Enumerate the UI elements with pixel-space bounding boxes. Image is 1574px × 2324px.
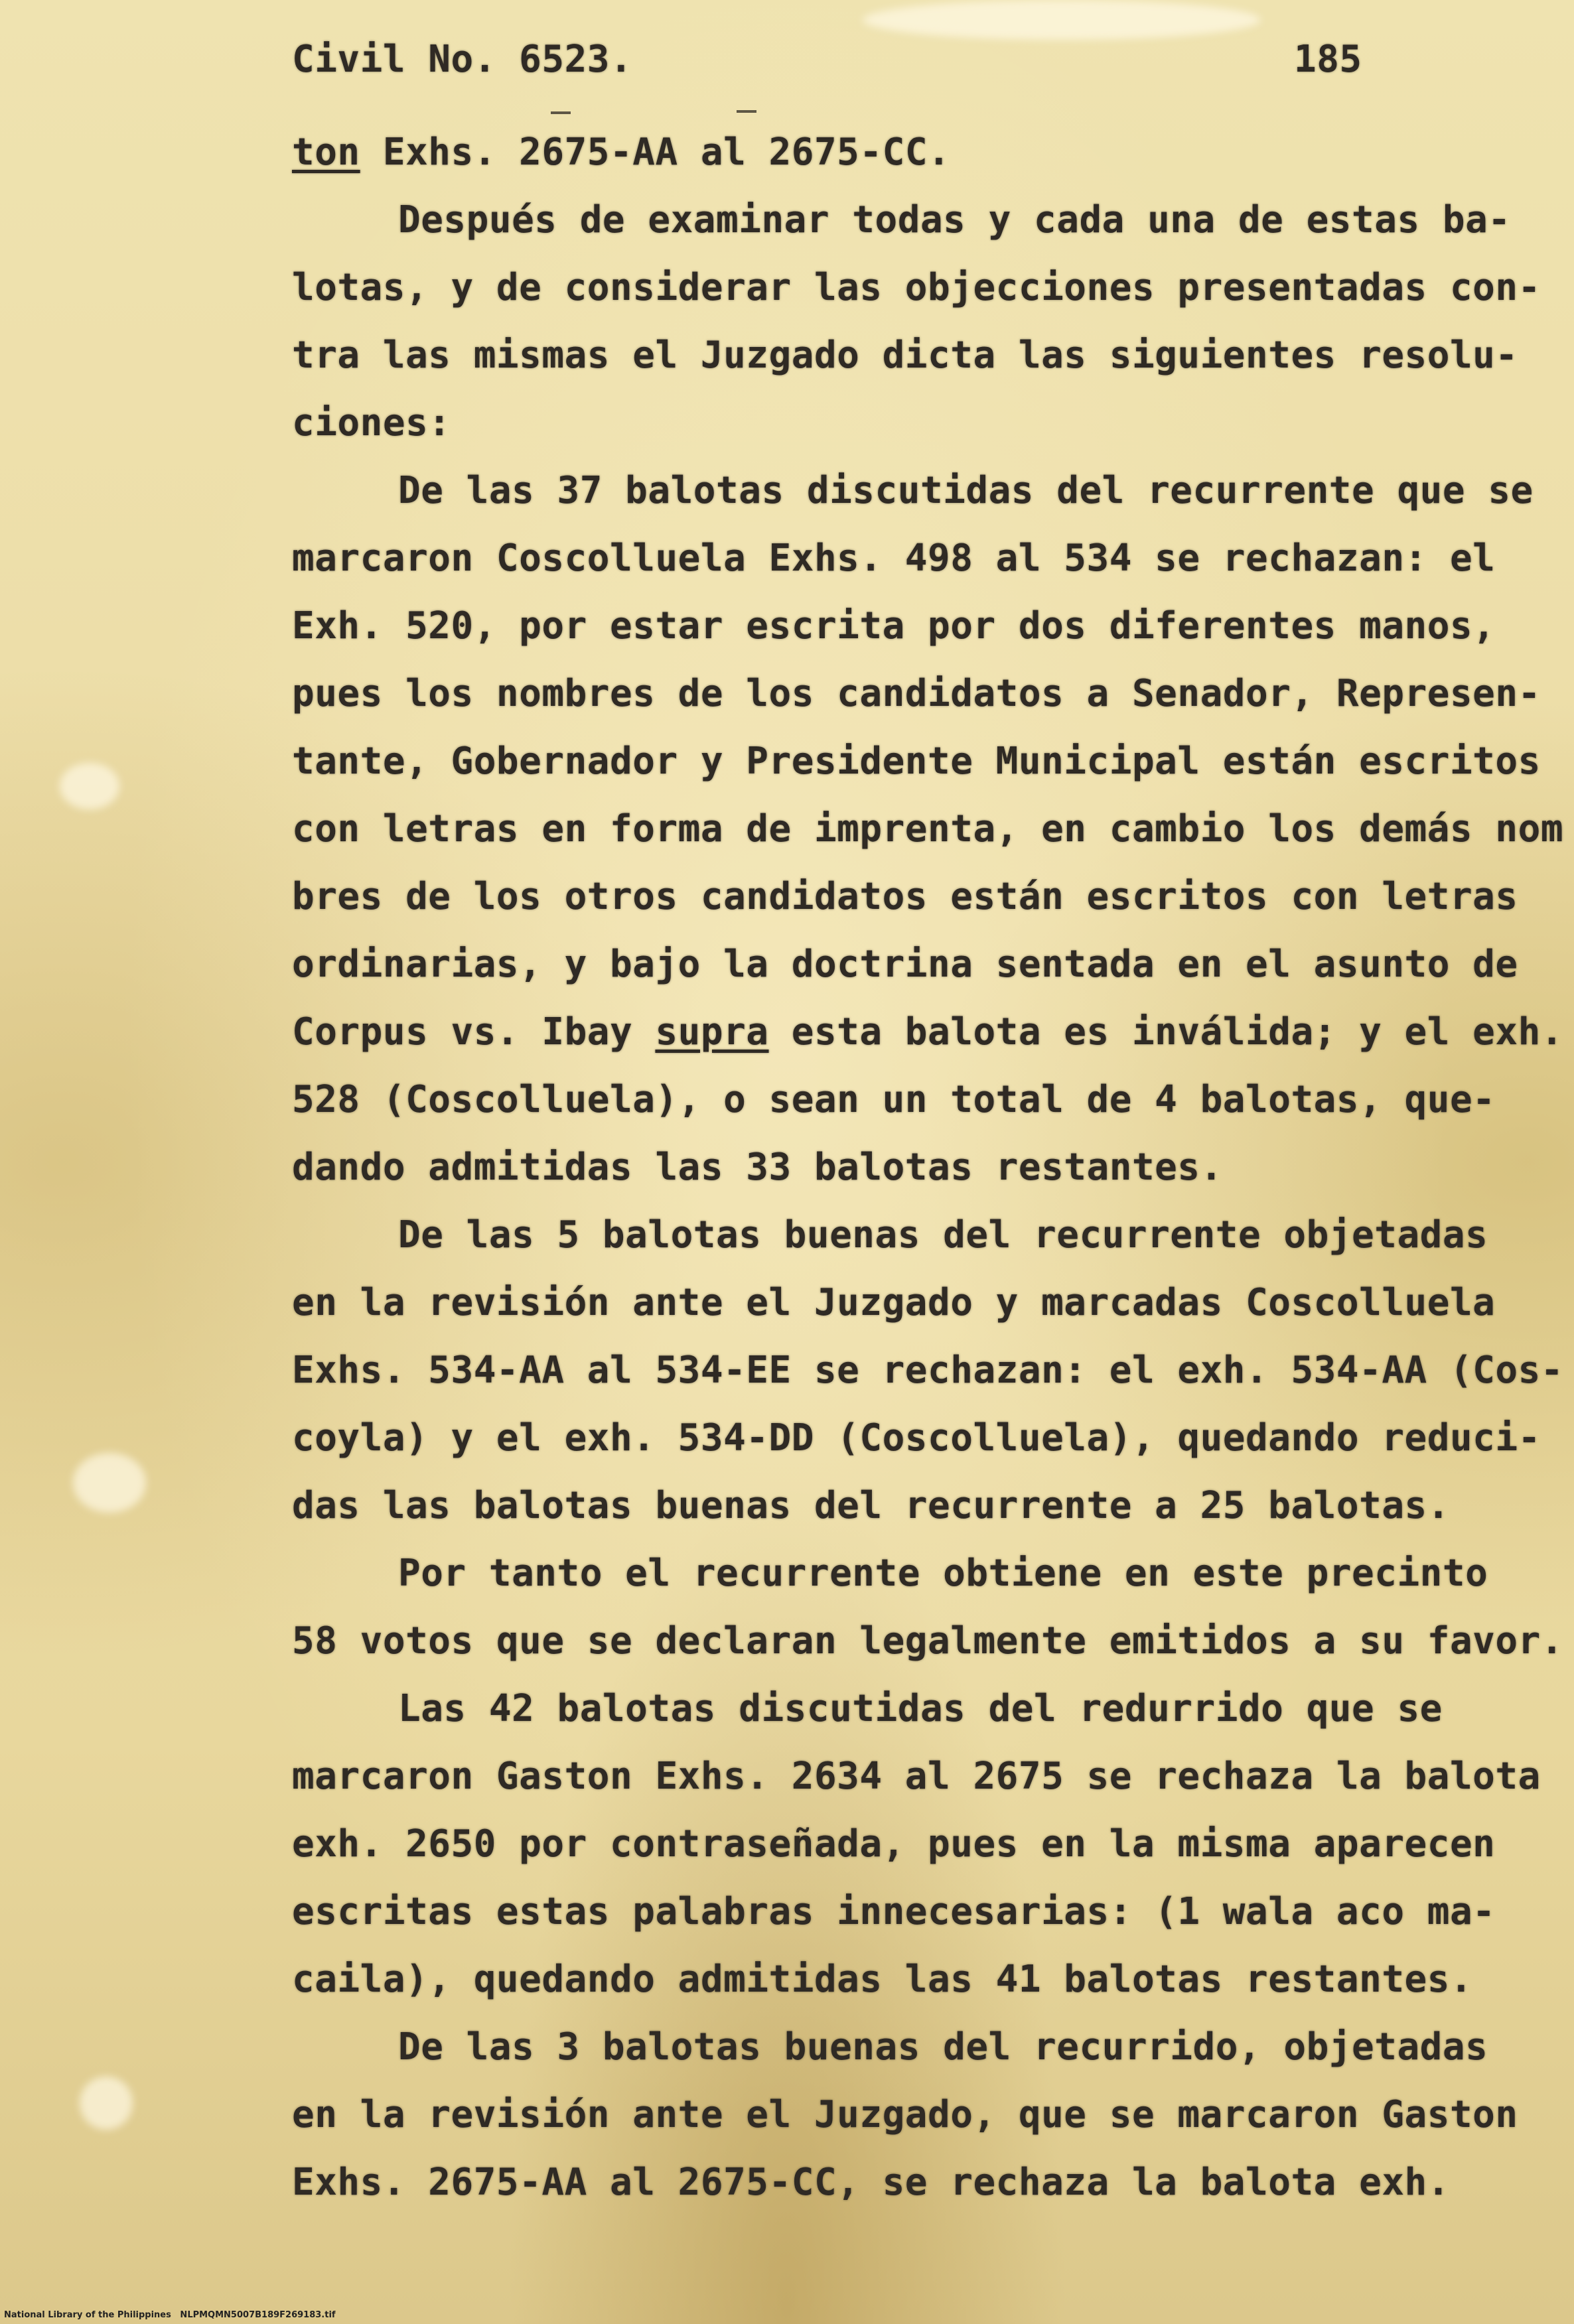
underlined-word: supra bbox=[655, 1010, 769, 1054]
paper-stain bbox=[80, 2077, 133, 2130]
text-line: escritas estas palabras innecesarias: (1 wala aco ma- bbox=[292, 1890, 1496, 1933]
text-line: caila), quedando admitidas las 41 balotas restantes. bbox=[292, 1958, 1473, 2001]
stray-mark bbox=[551, 111, 571, 114]
text-fragment: Exhs. 2675-AA al 2675-CC. bbox=[360, 131, 951, 174]
text-line: Las 42 balotas discutidas del redurrido que se bbox=[398, 1687, 1443, 1730]
paper-stain bbox=[73, 1453, 146, 1513]
text-line: marcaron Gaston Exhs. 2634 al 2675 se rechaza la balota bbox=[292, 1755, 1541, 1798]
text-line: dando admitidas las 33 balotas restantes. bbox=[292, 1146, 1223, 1189]
text-line: marcaron Coscolluela Exhs. 498 al 534 se rechazan: el bbox=[292, 537, 1496, 580]
text-line: coyla) y el exh. 534-DD (Coscolluela), quedando reduci- bbox=[292, 1416, 1541, 1460]
text-fragment: esta balota es inválida; y el exh. bbox=[768, 1010, 1564, 1054]
paper-stain bbox=[60, 763, 119, 809]
text-line: Exhs. 2675-AA al 2675-CC, se rechaza la balota exh. bbox=[292, 2161, 1450, 2204]
text-line: Exh. 520, por estar escrita por dos diferentes manos, bbox=[292, 604, 1496, 648]
text-line: en la revisión ante el Juzgado y marcadas Coscolluela bbox=[292, 1281, 1496, 1324]
text-line: en la revisión ante el Juzgado, que se marcaron Gaston bbox=[292, 2093, 1518, 2136]
text-line: pues los nombres de los candidatos a Senador, Represen- bbox=[292, 672, 1541, 715]
text-line bbox=[292, 1011, 1563, 1054]
text-line: Después de examinar todas y cada una de estas ba- bbox=[398, 198, 1511, 241]
text-line: con letras en forma de imprenta, en cambio los demás nom bbox=[292, 807, 1564, 851]
text-line: Por tanto el recurrente obtiene en este precinto bbox=[398, 1552, 1488, 1595]
page-number: 185 bbox=[1294, 38, 1362, 81]
stray-mark bbox=[737, 110, 756, 113]
text-line: De las 5 balotas buenas del recurrente objetadas bbox=[398, 1213, 1488, 1257]
text-line: tra las mismas el Juzgado dicta las siguientes resolu- bbox=[292, 334, 1518, 377]
archive-footer: National Library of the Philippines NLPMQMN5007B189F269183.tif bbox=[4, 2310, 336, 2320]
text-line: 58 votos que se declaran legalmente emitidos a su favor. bbox=[292, 1619, 1564, 1663]
paper-stain bbox=[863, 0, 1261, 40]
underlined-word: ton bbox=[292, 131, 360, 174]
text-line: ordinarias, y bajo la doctrina sentada en el asunto de bbox=[292, 943, 1518, 986]
text-line: Exhs. 534-AA al 534-EE se rechazan: el exh. 534-AA (Cos- bbox=[292, 1349, 1564, 1392]
case-number: Civil No. 6523. bbox=[292, 38, 633, 81]
text-line: lotas, y de considerar las objecciones presentadas con- bbox=[292, 266, 1541, 309]
text-line: exh. 2650 por contraseñada, pues en la misma aparecen bbox=[292, 1822, 1496, 1866]
text-line: das las balotas buenas del recurrente a 25 balotas. bbox=[292, 1484, 1450, 1527]
text-line: bres de los otros candidatos están escritos con letras bbox=[292, 875, 1518, 918]
text-line: De las 37 balotas discutidas del recurrente que se bbox=[398, 469, 1534, 512]
text-line: 528 (Coscolluela), o sean un total de 4 balotas, que- bbox=[292, 1078, 1496, 1121]
text-line: De las 3 balotas buenas del recurrido, objetadas bbox=[398, 2025, 1488, 2069]
text-fragment: Corpus vs. Ibay bbox=[292, 1010, 656, 1054]
text-line: ciones: bbox=[292, 401, 451, 444]
text-line bbox=[292, 131, 950, 174]
text-line: tante, Gobernador y Presidente Municipal están escritos bbox=[292, 740, 1541, 783]
